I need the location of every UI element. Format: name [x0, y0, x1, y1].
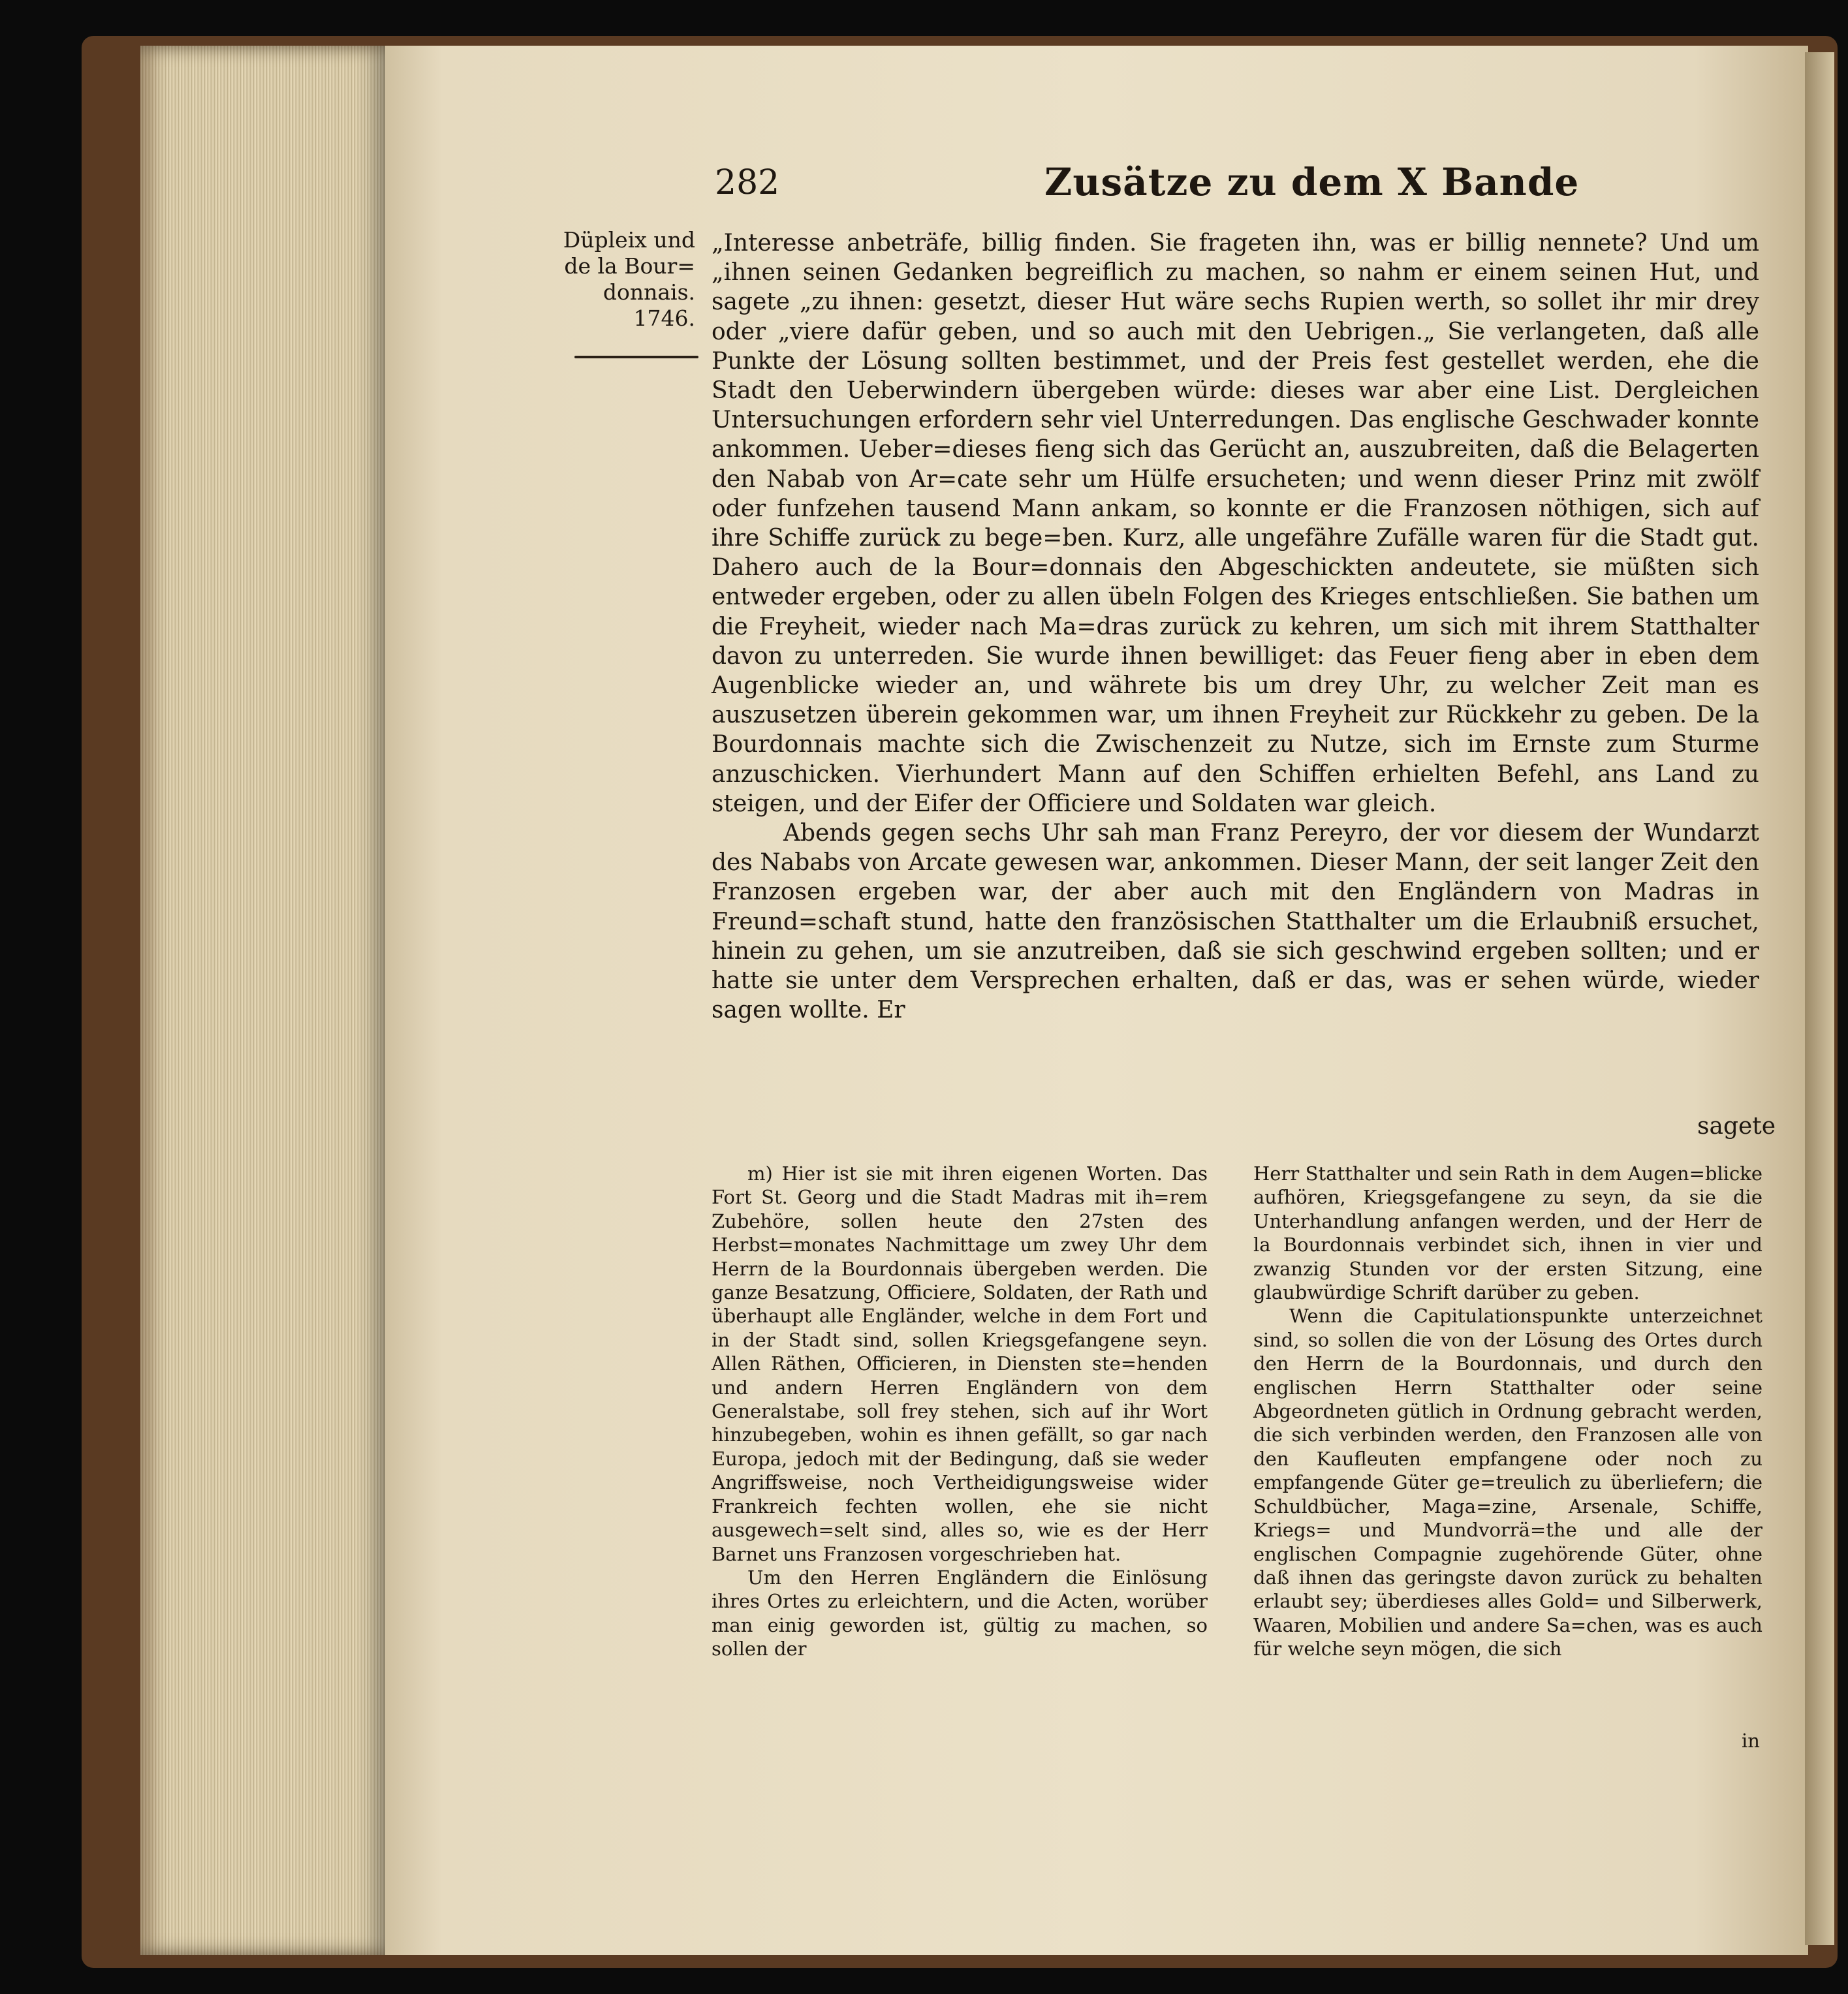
paragraph: „Interesse anbeträfe, billig finden. Sie frageten ihn, was er billig nennete? Und um „ihnen seinen Gedanken begreiflich zu machen, so nahm er einem seinen Hut, und sagete „zu ihnen: gesetzt, dieser Hut wäre sechs Rupien werth, so sollet ihr mir drey oder „viere dafür geben, und so auch mit den Uebrigen.„ Sie verlangeten, daß alle Punkte der Lösung sollten bestimmet, und der Preis fest gestellet werden, ehe die Stadt den Ueberwindern übergeben würde: dieses war aber eine List. Dergleichen Untersuchungen erfordern sehr viel Unterredungen. Das englische Geschwader konnte ankommen. Ueber=dieses fieng sich das Gerücht an, auszubreiten, daß die Belagerten den Nabab von Ar=cate sehr um Hülfe ersucheten; und wenn dieser Prinz mit zwölf oder funfzehen tausend Mann ankam, so konnte er die Franzosen nöthigen, sich auf ihre Schiffe zurück zu bege=ben. Kurz, alle ungefähre Zufälle waren für die Stadt gut. Dahero auch de la Bour=donnais den Abgeschickten andeutete, sie müßten sich entweder ergeben, oder zu allen übeln Folgen des Krieges entschließen. Sie bathen um die Freyheit, wieder nach Ma=dras zurück zu kehren, um sich mit ihrem Statthalter davon zu unterreden. Sie wurde ihnen bewilliget: das Feuer fieng aber in eben dem Augenblicke wieder an, und währete bis um drey Uhr, zu welcher Zeit man es auszusetzen überein gekommen war, um ihnen Freyheit zur Rückkehr zu geben. De la Bourdonnais machte sich die Zwischenzeit zu Nutze, sich im Ernste zum Sturme anzuschicken. Vierhundert Mann auf den Schiffen erhielten Befehl, ans Land zu steigen, und der Eifer der Officiere und Soldaten war gleich. [712, 230, 1759, 817]
footnote-paragraph: Herr Statthalter und sein Rath in dem Augen=blicke aufhören, Kriegsgefangene zu seyn, da sie die Unterhandlung anfangen werden, und der Herr de la Bourdonnais verbindet sich, ihnen in vier und zwanzig Stunden vor der ersten Sitzung, eine glaubwürdige Schrift darüber zu geben. [1253, 1162, 1762, 1304]
margin-note-line: de la Bour= [564, 253, 695, 279]
catchword: sagete [1697, 1113, 1776, 1140]
running-head: Zusätze zu dem X Bande [1044, 160, 1580, 204]
margin-note-line: donnais. [603, 279, 695, 305]
main-text [712, 228, 1759, 1025]
footnote-column-left [712, 1162, 1208, 1661]
footnote-column-right [1253, 1162, 1762, 1661]
margin-note-year: 1746. [633, 305, 695, 331]
margin-note [561, 227, 695, 332]
paragraph: Abends gegen sechs Uhr sah man Franz Pereyro, der vor diesem der Wundarzt des Nababs von Arcate gewesen war, ankommen. Dieser Mann, der seit langer Zeit den Franzosen ergeben war, der aber auch mit den Engländern von Madras in Freund=schaft stund, hatte den französischen Statthalter um die Erlaubniß ersuchet, hinein zu gehen, um sie anzutreiben, daß sie sich geschwind ergeben sollten; und er hatte sie unter dem Versprechen erhalten, daß er das, was er sehen würde, wieder sagen wollte. Er [712, 820, 1759, 1024]
footnote-paragraph: Wenn die Capitulationspunkte unterzeichnet sind, so sollen die von der Lösung des Ortes durch den Herrn de la Bourdonnais, und durch den englischen Herrn Statthalter oder seine Abgeordneten gütlich in Ordnung gebracht werden, die sich verbinden werden, den Franzosen alle von den Kaufleuten empfangene oder noch zu empfangende Güter ge=treulich zu überliefern; die Schuldbücher, Maga=zine, Arsenale, Schiffe, Kriegs= und Mundvorrä=the und alle der englischen Compagnie zugehörende Güter, ohne daß ihnen das geringste davon zurück zu behalten erlaubt sey; überdieses alles Gold= und Silberwerk, Waaren, Mobilien und andere Sa=chen, was es auch für welche seyn mögen, die sich [1253, 1305, 1762, 1660]
margin-note-line: Düpleix und [563, 227, 695, 253]
footnote-paragraph: Um den Herren Engländern die Einlösung ihres Ortes zu erleichtern, und die Acten, worüber man einig geworden ist, gültig zu machen, so sollen der [712, 1566, 1208, 1660]
catchword-footnote: in [1742, 1730, 1760, 1752]
margin-ornament [574, 356, 698, 358]
footnote-paragraph: m) Hier ist sie mit ihren eigenen Worten. Das Fort St. Georg und die Stadt Madras mit ih=rem Zubehöre, sollen heute den 27sten des Herbst=monates Nachmittage um zwey Uhr dem Herrn de la Bourdonnais übergeben werden. Die ganze Besatzung, Officiere, Soldaten, der Rath und überhaupt alle Engländer, welche in dem Fort und in der Stadt sind, sollen Kriegsgefangene seyn. Allen Räthen, Officieren, in Diensten ste=henden und andern Herren Engländern von dem Generalstabe, soll frey stehen, sich auf ihr Wort hinzubegeben, wohin es ihnen gefällt, so gar nach Europa, jedoch mit der Bedingung, daß sie weder Angriffsweise, noch Vertheidigungsweise wider Frankreich fechten wollen, ehe sie nicht ausgewech=selt sind, alles so, wie es der Herr Barnet uns Franzosen vorgeschrieben hat. [712, 1162, 1208, 1565]
page-number: 282 [715, 163, 780, 202]
